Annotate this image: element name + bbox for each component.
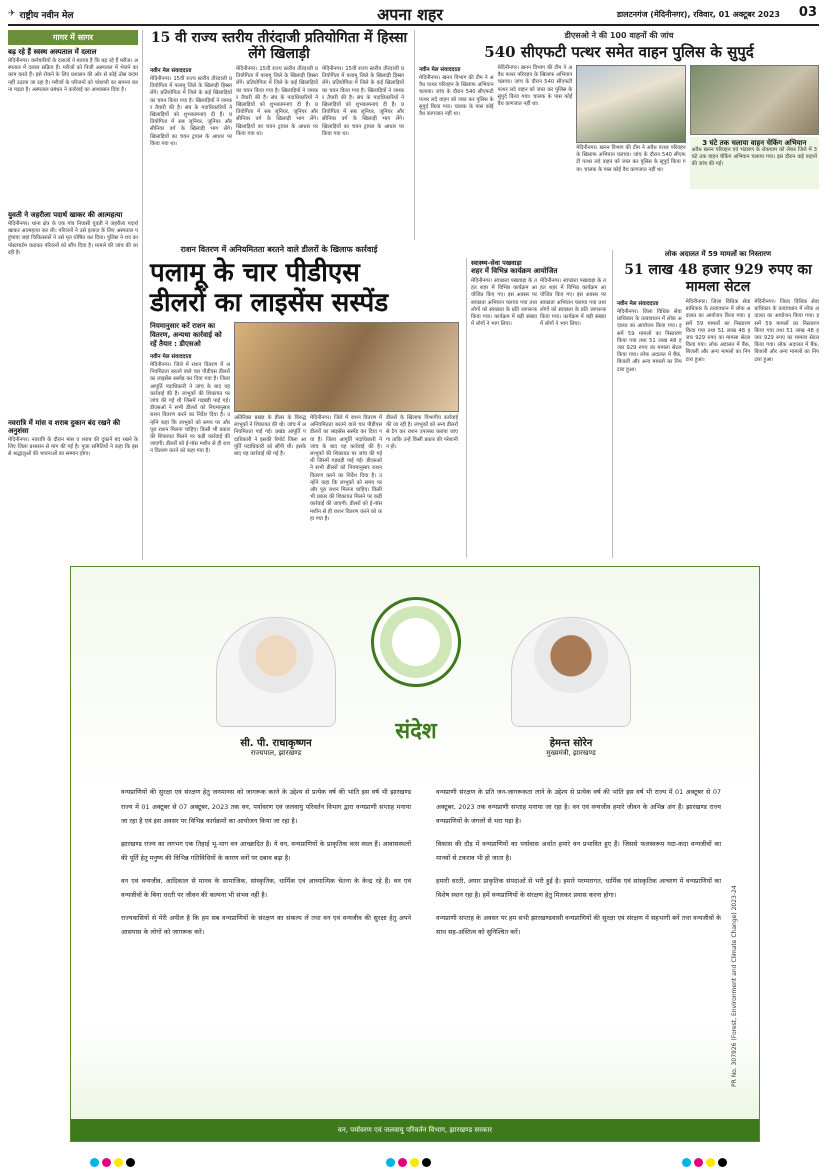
ad-paragraph: वन्यप्राणी सप्ताह के अवसर पर हम सभी झारखण्डवासी वन्यप्राणियों की सुरक्षा एवं संरक्षण में सहभागी बनें तथा वन्यजीवों के साथ सह-अस्तित्व को सुनिश्चित करें।: [436, 913, 721, 936]
right-body-col2: मेदिनीनगर। जिला विधिक सेवा प्राधिकार के तत्वावधान में लोक अदालत का आयोजन किया गया। इसमें 59 मामलों का निस्तारण किया गया तथा 51 लाख 48 हजार 929 रुपए का मामला सेटल किया गया। लोक अदालत में बैंक, बिजली और अन्य मामलों का निपटारा हुआ।: [685, 299, 751, 363]
story-body: मेदिनीनगर। थाना क्षेत्र के एक गांव निवासी युवती ने जहरीला पदार्थ खाकर आत्महत्या कर ली। परिजनों ने उसे इलाज के लिए अस्पताल पहुंचाया जहां चिकित्सकों ने उसे मृत घोषित कर दिया। पुलिस ने शव का पोस्टमार्टम कराकर परिजनों को सौंप दिया है। मामले की जांच की जा रही है।: [8, 221, 138, 256]
right-top-body: मेदिनीनगर। खनन विभाग की टीम ने अवैध पत्थर परिवहन के खिलाफ अभियान चलाया। जांच के दौरान 540 सीएफटी पत्थर लदे वाहन को जब्त कर पुलिस के सुपुर्द किया गया। चालक के पास कोई वैध कागजात नहीं था।: [419, 75, 494, 118]
top-story-headline: 15 वी राज्य स्तरीय तीरंदाजी प्रतियोगिता में हिस्सा लेंगे खिलाड़ी: [150, 30, 408, 62]
top-story-body-col3: मेदिनीनगर। 15वीं राज्य स्तरीय तीरंदाजी प्रतियोगिता में पलामू जिले के खिलाड़ी हिस्सा लेंगे। प्रतियोगिता में जिले के कई खिलाड़ियों का चयन किया गया है। खिलाड़ियों ने जमकर तैयारी की है। संघ के पदाधिकारियों ने खिलाड़ियों को शुभकामनाएं दी हैं। प्रतियोगिता में सब जूनियर, जूनियर और सीनियर वर्ग के खिलाड़ी भाग लेंगे। खिलाड़ियों का चयन ट्रायल के आधार पर किया गया था।: [322, 66, 404, 137]
chief-minister-name: हेमन्त सोरेन: [549, 738, 593, 749]
byline: नवीन मेल संवाददाता: [150, 68, 192, 74]
byline: नवीन मेल संवाददाता: [150, 354, 192, 360]
masthead: [8, 6, 188, 22]
mid-headline: शहर में विभिन्न कार्यक्रम आयोजित: [471, 267, 558, 275]
chief-minister-portrait: [511, 617, 631, 727]
right-top-story: [414, 30, 819, 240]
photo-caption: मेदिनीनगर। खनन विभाग की टीम ने अवैध पत्थर परिवहन के खिलाफ अभियान चलाया। जांच के दौरान 540 सीएफटी पत्थर लदे वाहन को जब्त कर पुलिस के सुपुर्द किया गया। चालक के पास कोई वैध कागजात नहीं था।: [576, 145, 686, 173]
pr-number: PR No. 307926 (Forest, Environment and Climate Change) 2023-24: [731, 885, 738, 1087]
main-body-col2: अतिरिक्त प्रखंड के डीलर के विरुद्ध लाभुकों ने शिकायत की थी। जांच में अनियमितता पाई गई। प्रखंड आपूर्ति पदाधिकारी ने इसकी रिपोर्ट जिला आपूर्ति पदाधिकारी को सौंपी थी। इसके बाद यह कार्रवाई की गई है।: [234, 415, 306, 458]
page-number: 03: [798, 5, 817, 20]
governor-name: सी. पी. राधाकृष्णन: [240, 738, 312, 749]
right-body: मेदिनीनगर। जिला विधिक सेवा प्राधिकार के तत्वावधान में लोक अदालत का आयोजन किया गया। इसमें 59 मामलों का निस्तारण किया गया तथा 51 लाख 48 हजार 929 रुपए का मामला सेटल किया गया। लोक अदालत में बैंक, बिजली और अन्य मामलों का निपटारा हुआ।: [617, 309, 682, 373]
right-kicker: लोक अदालत में 59 मामलों का निस्तारण: [664, 250, 772, 258]
story-body: मेदिनीनगर। नवरात्रि के दौरान मांस व शराब की दुकानें बंद रखने के लिए जिला प्रशासन से मांग की गई है। पूजा समितियों ने कहा कि इससे श्रद्धालुओं की भावनाओं का सम्मान होगा।: [8, 437, 138, 458]
sidebar-headline: 3 घंटे तक चलाया वाहन चेकिंग अभियान: [702, 139, 807, 147]
main-deck: नियमानुसार करें राशन का वितरण, अन्यथा कार्रवाई को रहें तैयार : डीएसओ: [150, 322, 222, 348]
mid-kicker: स्वास्थ्य-सेवा पखवाड़ा: [471, 259, 522, 267]
ad-paragraph: राज्यवासियों से मेरी अपील है कि हम सब वन्यप्राणियों के संरक्षण का संकल्प लें तथा वन एवं वन्यजीव की सुरक्षा हेतु अपने आसपास के लोगों को जागरूक करें।: [121, 913, 411, 936]
story-headline: नवरात्रि में मांस व शराब दुकान बंद रखने की अनुशंसा: [8, 419, 121, 435]
main-body-col3: मेदिनीनगर। जिले में राशन वितरण में अनियमितता बरतने वाले चार पीडीएस डीलरों का लाइसेंस सस्पेंड कर दिया गया है। जिला आपूर्ति पदाधिकारी ने जांच के बाद यह कार्रवाई की है। लाभुकों की शिकायत पर जांच की गई थी जिसमें गड़बड़ी पाई गई। डीएसओ ने सभी डीलरों को नियमानुसार राशन वितरण करने का निर्देश दिया है। उन्होंने कहा कि लाभुकों को समय पर और पूरा राशन मिलना चाहिए। किसी भी प्रकार की शिकायत मिलने पर कड़ी कार्रवाई की जाएगी। डीलरों को ई-पॉस मशीन से ही राशन वितरण करने को कहा गया है।: [310, 415, 382, 522]
main-body-col4: डीलरों के खिलाफ विभागीय कार्रवाई की जा रही है। लाभुकों को अन्य डीलरों से टैग कर राशन उपलब्ध कराया जाएगा ताकि उन्हें किसी प्रकार की परेशानी न हो।: [386, 415, 458, 450]
right-headline: 51 लाख 48 हजार 929 रुपए का मामला सेटल: [624, 262, 812, 295]
top-story: [150, 30, 408, 240]
sidebar-body: अवैध खनन परिवहन एवं भंडारण के रोकथाम को लेकर जिले में 3 घंटे तक वाहन चेकिंग अभियान चलाया गया। इस दौरान कई वाहनों की जांच की गई।: [691, 147, 817, 168]
masthead-logo-icon: ✈: [8, 9, 16, 19]
color-bar: [682, 1152, 730, 1171]
ad-paragraph: विकास की दौड़ में वन्यप्राणियों का पर्यावास अर्थात हमारे वन प्रभावित हुए हैं। जिससे फलस्वरूप यदा-कदा वन्यजीवों का मानवों से टकराव भी हो जाता है।: [436, 839, 721, 862]
color-bar: [386, 1152, 434, 1171]
top-story-body-col2: मेदिनीनगर। 15वीं राज्य स्तरीय तीरंदाजी प्रतियोगिता में पलामू जिले के खिलाड़ी हिस्सा लेंगे। प्रतियोगिता में जिले के कई खिलाड़ियों का चयन किया गया है। खिलाड़ियों ने जमकर तैयारी की है। संघ के पदाधिकारियों ने खिलाड़ियों को शुभकामनाएं दी हैं। प्रतियोगिता में सब जूनियर, जूनियर और सीनियर वर्ग के खिलाड़ी भाग लेंगे। खिलाड़ियों का चयन ट्रायल के आधार पर किया गया था।: [236, 66, 318, 137]
governor-portrait: [216, 617, 336, 727]
ad-title: संदेश: [395, 718, 437, 744]
ad-right-text: [436, 785, 721, 1105]
mid-body-col2: मेदिनीनगर। स्वच्छता पखवाड़ा के तहत शहर में विभिन्न कार्यक्रम आयोजित किए गए। इस अवसर पर स्वच्छता अभियान चलाया गया तथा लोगों को स्वच्छता के प्रति जागरूक किया गया। कार्यक्रम में बड़ी संख्या में लोगों ने भाग लिया।: [540, 278, 606, 328]
chief-minister-title: मुख्यमंत्री, झारखण्ड: [546, 749, 596, 757]
main-headline-line2: डीलरों का लाइसेंस सस्पेंड: [150, 288, 389, 318]
left-column: [8, 30, 143, 560]
ad-paragraph: झारखण्ड राज्य का लगभग एक तिहाई भू-भाग वन आच्छादित है। ये वन, वन्यप्राणियों के प्राकृतिक वास स्थल हैं। आवासस्थलों की पूर्ति हेतु मनुष्य की विभिन्न गतिविधियों के कारण वनों पर दबाव बढ़ा है।: [121, 839, 411, 862]
right-body-col3: मेदिनीनगर। जिला विधिक सेवा प्राधिकार के तत्वावधान में लोक अदालत का आयोजन किया गया। इसमें 59 मामलों का निस्तारण किया गया तथा 51 लाख 48 हजार 929 रुपए का मामला सेटल किया गया। लोक अदालत में बैंक, बिजली और अन्य मामलों का निपटारा हुआ।: [754, 299, 820, 363]
color-bar: [90, 1152, 138, 1171]
dateline: डालटनगंज (मेदिनीनगर), रविवार, 01 अक्टूबर 2023: [616, 10, 780, 19]
sidebar-box: [690, 137, 819, 189]
right-top-body-col2: मेदिनीनगर। खनन विभाग की टीम ने अवैध पत्थर परिवहन के खिलाफ अभियान चलाया। जांच के दौरान 540 सीएफटी पत्थर लदे वाहन को जब्त कर पुलिस के सुपुर्द किया गया। चालक के पास कोई वैध कागजात नहीं था।: [497, 65, 573, 108]
pds-office-photo: [234, 322, 459, 412]
top-story-body: मेदिनीनगर। 15वीं राज्य स्तरीय तीरंदाजी प्रतियोगिता में पलामू जिले के खिलाड़ी हिस्सा लेंगे। प्रतियोगिता में जिले के कई खिलाड़ियों का चयन किया गया है। खिलाड़ियों ने जमकर तैयारी की है। संघ के पदाधिकारियों ने खिलाड़ियों को शुभकामनाएं दी हैं। प्रतियोगिता में सब जूनियर, जूनियर और सीनियर वर्ग के खिलाड़ी भाग लेंगे। खिलाड़ियों का चयन ट्रायल के आधार पर किया गया था।: [150, 76, 232, 147]
jharkhand-emblem-icon: [371, 597, 461, 687]
right-story: [612, 250, 819, 558]
main-body: मेदिनीनगर। जिले में राशन वितरण में अनियमितता बरतने वाले चार पीडीएस डीलरों का लाइसेंस सस्पेंड कर दिया गया है। जिला आपूर्ति पदाधिकारी ने जांच के बाद यह कार्रवाई की है। लाभुकों की शिकायत पर जांच की गई थी जिसमें गड़बड़ी पाई गई। डीएसओ ने सभी डीलरों को नियमानुसार राशन वितरण करने का निर्देश दिया है। उन्होंने कहा कि लाभुकों को समय पर और पूरा राशन मिलना चाहिए। किसी भी प्रकार की शिकायत मिलने पर कड़ी कार्रवाई की जाएगी। डीलरों को ई-पॉस मशीन से ही राशन वितरण करने को कहा गया है।: [150, 362, 230, 455]
ad-paragraph: वन्यप्राणियों की सुरक्षा एवं संरक्षण हेतु जनमानस को जागरूक करने के उद्देश्य से प्रत्येक वर्ष की भांति इस वर्ष भी झारखण्ड राज्य में 01 अक्टूबर से 07 अक्टूबर, 2023 तक वन, पर्यावरण एवं जलवायु परिवर्तन विभाग द्वारा वन्यप्राणी सप्ताह मनाया जा रहा है एवं इस अवसर पर विभिन्न कार्यक्रमों का आयोजन किया जा रहा है।: [121, 788, 411, 825]
ad-paragraph: हमारी धरती, अपार प्राकृतिक संपदाओं से भरी हुई है। हमारे परम्परागत, धार्मिक एवं सांस्कृतिक आचरण में वन्यप्राणियों का विशेष स्थान रहा है। हमें वन्यप्राणियों के संरक्षण हेतु मिलकर प्रयास करना होगा।: [436, 876, 721, 899]
masthead-text: राष्ट्रीय नवीन मेल: [19, 10, 74, 21]
byline: नवीन मेल संवाददाता: [617, 301, 659, 307]
ad-left-text: [121, 785, 411, 1105]
main-headline-line1: पलामू के चार पीडीएस: [150, 258, 360, 288]
main-story: [150, 258, 460, 558]
byline: नवीन मेल संवाददाता: [419, 67, 461, 73]
wildlife-week-advertisement: [70, 566, 760, 1142]
story-headline: युवती ने जहरीला पदार्थ खाकर की आत्महत्या: [8, 211, 123, 219]
section-title: अपना शहर: [377, 5, 443, 24]
ad-footer: वन, पर्यावरण एवं जलवायु परिवर्तन विभाग, झारखण्ड सरकार: [71, 1119, 759, 1141]
ad-paragraph: वन एवं वन्यजीव, आदिकाल से मानव के सामाजिक, सांस्कृतिक, धार्मिक एवं आध्यात्मिक चेतना के केन्द्र रहे हैं। वन एवं वन्यजीवों के बिना धरती पर जीवन की कल्पना भी संभव नहीं है।: [121, 876, 411, 899]
header-rule: [8, 24, 819, 26]
ad-paragraph: वन्यप्राणी संरक्षण के प्रति जन-जागरूकता लाने के उद्देश्य से प्रत्येक वर्ष की भांति इस वर्ष भी राज्य में 01 अक्टूबर से 07 अक्टूबर, 2023 तक वन्यप्राणी सप्ताह मनाया जा रहा है। वन एवं वन्यजीव हमारे जीवन के अभिन्न अंग हैं। झारखण्ड राज्य वन्यप्राणियों के जंगलों से भरा पड़ा है।: [436, 788, 721, 825]
vehicle-check-photo: [576, 65, 685, 143]
mid-body: मेदिनीनगर। स्वच्छता पखवाड़ा के तहत शहर में विभिन्न कार्यक्रम आयोजित किए गए। इस अवसर पर स्वच्छता अभियान चलाया गया तथा लोगों को स्वच्छता के प्रति जागरूक किया गया। कार्यक्रम में बड़ी संख्या में लोगों ने भाग लिया।: [471, 278, 537, 328]
section-label: गागर में सागर: [8, 30, 138, 45]
governor-title: राज्यपाल, झारखण्ड: [250, 749, 302, 757]
right-top-headline: 540 सीएफटी पत्थर समेत वाहन पुलिस के सुपुर्द: [484, 43, 754, 61]
story-body: मेदिनीनगर। कर्मचारियों के दलालों ने बताया है कि बढ़ रहे हैं मरीज। अस्पताल में दलाल सक्रिय हैं। मरीजों को निजी अस्पताल में भेजने का काम करते हैं। इसे रोकने के लिए प्रशासन की ओर से कोई ठोस कदम नहीं उठाया जा रहा है। मरीजों के परिजनों को परेशानी का सामना करना पड़ता है। अस्पताल प्रबंधन ने कार्रवाई का आश्वासन दिया है।: [8, 58, 138, 93]
kicker: डीएसओ ने की 100 वाहनों की जांच: [564, 31, 674, 40]
registration-marks: [90, 1152, 730, 1171]
banner-strip: राशन वितरण में अनियमितता बरतने वाले डीलरों के खिलाफ कार्रवाई: [180, 245, 378, 254]
mid-story: [466, 258, 606, 558]
truck-photo: [690, 65, 819, 135]
story-headline: बढ़ रहे हैं स्वस्थ अस्पताल में दलाल: [8, 48, 97, 56]
